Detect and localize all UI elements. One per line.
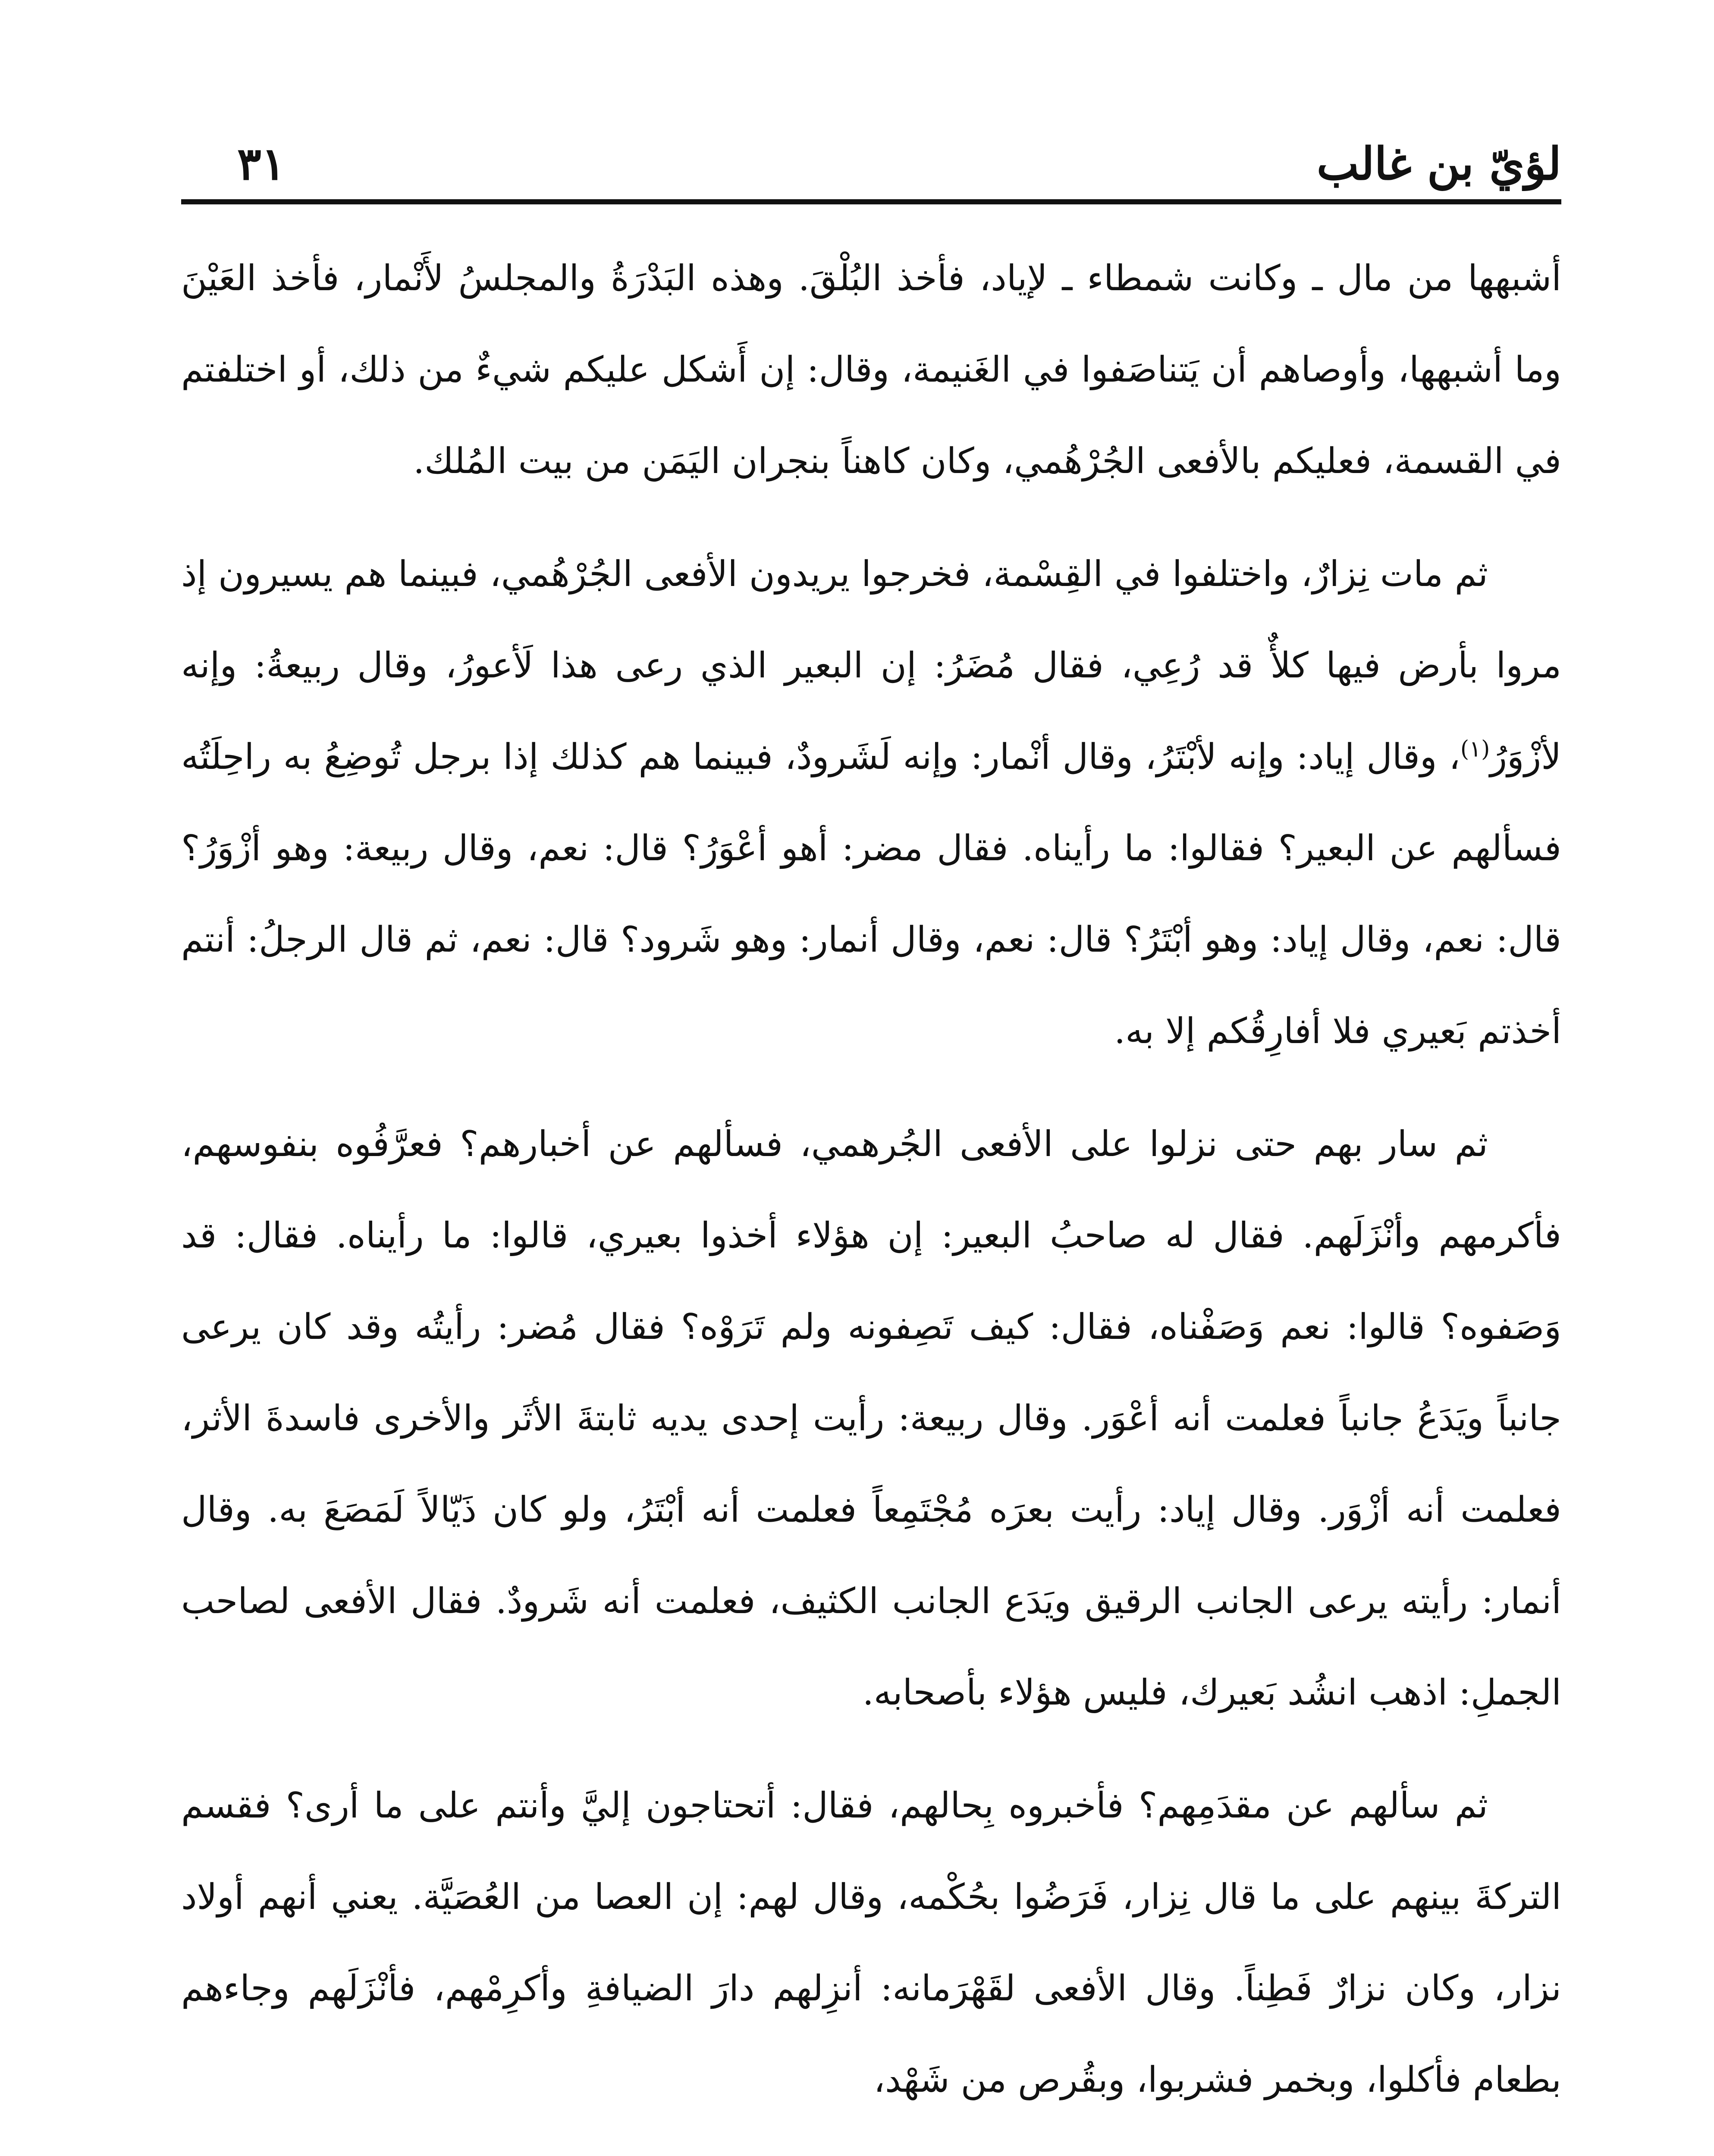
paragraph-2-part-2: ، وقال إياد: وإنه لأبْتَرُ، وقال أنْمار: وإنه لَشَرودٌ، فبينما هم كذلك إذا برجل تُوضِعُ به راحِلَتُه فسألهم عن البعير؟ فقالوا: ما رأيناه. فقال مضر: أهو أعْوَرُ؟ قال: نعم، وقال ربيعة: وهو أزْوَرُ؟ قال: نعم، وقال إياد: وهو أبْتَرُ؟ قال: نعم، وقال أنمار: وهو شَرود؟ قال: نعم، ثم قال الرجلُ: أنتم أخذتم بَعيري فلا أفارِقُكم إلا به. — [181, 736, 1561, 1052]
body-text — [181, 233, 1561, 2147]
paragraph-2 — [181, 529, 1561, 1077]
running-title: لؤيّ بن غالب — [1316, 137, 1561, 190]
paragraph-1: أشبهها من مال ـ وكانت شمطاء ـ لإياد، فأخذ البُلْقَ. وهذه البَدْرَةُ والمجلسُ لأَنْمار، فأخذ العَيْنَ وما أشبهها، وأوصاهم أن يَتناصَفوا في الغَنيمة، وقال: إن أَشكل عليكم شيءٌ من ذلك، أو اختلفتم في القسمة، فعليكم بالأفعى الجُرْهُمي، وكان كاهناً بنجران اليَمَن من بيت المُلك. — [181, 258, 1561, 482]
footnote-reference: (١) — [1460, 736, 1490, 762]
paragraph-4: ثم سألهم عن مقدَمِهم؟ فأخبروه بِحالهم، فقال: أتحتاجون إليَّ وأنتم على ما أرى؟ فقسم التركةَ بينهم على ما قال نِزار، فَرَضُوا بحُكْمه، وقال لهم: إن العصا من العُصَيَّة. يعني أنهم أولاد نزار، وكان نزارٌ فَطِناً. وقال الأفعى لقَهْرَمانه: أنزِلهم دارَ الضيافةِ وأكرِمْهم، فأنْزَلَهم وجاءهم بطعام فأكلوا، وبخمر فشربوا، وبقُرص من شَهْد، — [181, 1785, 1561, 2100]
page-number: ٣١ — [237, 137, 286, 190]
paragraph-3: ثم سار بهم حتى نزلوا على الأفعى الجُرهمي، فسألهم عن أخبارهم؟ فعرَّفُوه بنفوسهم، فأكرمهم وأنْزَلَهم. فقال له صاحبُ البعير: إن هؤلاء أخذوا بعيري، قالوا: ما رأيناه. فقال: قد وَصَفوه؟ قالوا: نعم وَصَفْناه، فقال: كيف تَصِفونه ولم تَرَوْه؟ فقال مُضر: رأيتُه وقد كان يرعى جانباً ويَدَعُ جانباً فعلمت أنه أعْوَر. وقال ربيعة: رأيت إحدى يديه ثابتةَ الأثَر والأخرى فاسدةَ الأثر، فعلمت أنه أزْوَر. وقال إياد: رأيت بعرَه مُجْتَمِعاً فعلمت أنه أبْتَرُ، ولو كان ذَيّالاً لَمَصَعَ به. وقال أنمار: رأيته يرعى الجانب الرقيق ويَدَع الجانب الكثيف، فعلمت أنه شَرودٌ. فقال الأفعى لصاحب الجملِ: اذهب انشُد بَعيرك، فليس هؤلاء بأصحابه. — [181, 1124, 1561, 1713]
paragraph-2-part-1: ثم مات نِزارٌ، واختلفوا في القِسْمة، فخرجوا يريدون الأفعى الجُرْهُمي، فبينما هم يسيرون إذ مروا بأرض فيها كلأٌ قد رُعِي، فقال مُضَرُ: إن البعير الذي رعى هذا لَأعورُ، وقال ربيعةُ: وإنه لأزْوَرُ — [181, 554, 1561, 777]
running-header — [181, 129, 1561, 194]
book-page — [181, 0, 1561, 2156]
header-rule — [181, 199, 1561, 204]
